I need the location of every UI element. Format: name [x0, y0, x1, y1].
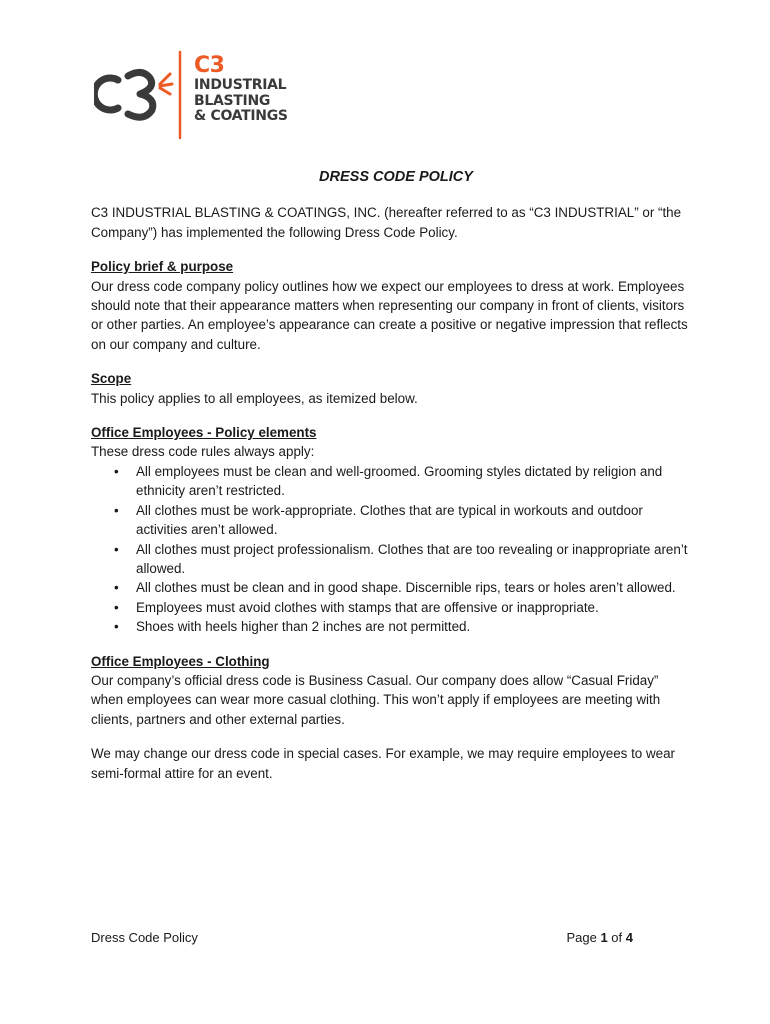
page-total: 4 — [625, 930, 633, 945]
intro-paragraph: C3 INDUSTRIAL BLASTING & COATINGS, INC. (hereafter referred to as “C3 INDUSTRIAL” or “the Company”) has implemented the following Dress Code Policy. — [91, 205, 682, 240]
logo-industrial-text: INDUSTRIAL — [194, 77, 287, 93]
clothing-body: Our company’s official dress code is Business Casual. Our company does allow “Casual Friday” when employees can wear more casual clothing. This won’t apply if employees are meeting with clients, partners and other external parties. — [91, 672, 661, 727]
list-item: • Shoes with heels higher than 2 inches are not permitted. — [136, 617, 691, 636]
logo-c3-text: C3 — [194, 53, 225, 78]
policy-brief-section — [91, 257, 691, 354]
page-number — [566, 930, 633, 945]
policy-brief-heading: Policy brief & purpose — [91, 259, 234, 275]
footer-document-name: Dress Code Policy — [91, 930, 198, 945]
document-body — [91, 168, 691, 798]
page-current: 1 — [600, 930, 608, 945]
policy-elements-heading: Office Employees - Policy elements — [91, 425, 317, 441]
policy-brief-body: Our dress code company policy outlines how we expect our employees to dress at work. Employees should note that their appearance matters when representing our company in front of clients, visitors or other parties. An employee’s appearance can create a positive or negative impression that reflects on our company and culture. — [91, 278, 688, 352]
company-logo — [94, 48, 294, 140]
clothing-body-2: We may change our dress code in special cases. For example, we may require employees to wear semi-formal attire for an event. — [91, 746, 676, 781]
policy-elements-section — [91, 423, 691, 636]
clothing-section — [91, 652, 691, 730]
policy-elements-list — [91, 462, 691, 637]
policy-elements-lead: These dress code rules always apply: — [91, 444, 315, 460]
list-item: • All clothes must project professionalism. Clothes that are too revealing or inappropriate aren’t allowed. — [136, 540, 691, 579]
c3-logo-mark-icon — [94, 48, 194, 140]
list-item: • All clothes must be clean and in good shape. Discernible rips, tears or holes aren’t allowed. — [136, 578, 691, 597]
list-item: • All clothes must be work-appropriate. Clothes that are typical in workouts and outdoor activities aren’t allowed. — [136, 501, 691, 540]
page-of: of — [611, 930, 623, 945]
list-item: • Employees must avoid clothes with stamps that are offensive or inappropriate. — [136, 598, 691, 617]
scope-section — [91, 369, 691, 408]
page-title: DRESS CODE POLICY — [319, 169, 473, 185]
logo-wordmark — [194, 54, 304, 125]
list-item: • All employees must be clean and well-groomed. Grooming styles dictated by religion and ethnicity aren’t restricted. — [136, 462, 691, 501]
logo-coatings-text: & COATINGS — [194, 108, 288, 124]
scope-body: This policy applies to all employees, as itemized below. — [91, 390, 418, 406]
scope-heading: Scope — [91, 371, 132, 387]
clothing-heading: Office Employees - Clothing — [91, 653, 270, 669]
page-label: Page — [566, 930, 597, 945]
logo-blasting-text: BLASTING — [194, 92, 271, 109]
